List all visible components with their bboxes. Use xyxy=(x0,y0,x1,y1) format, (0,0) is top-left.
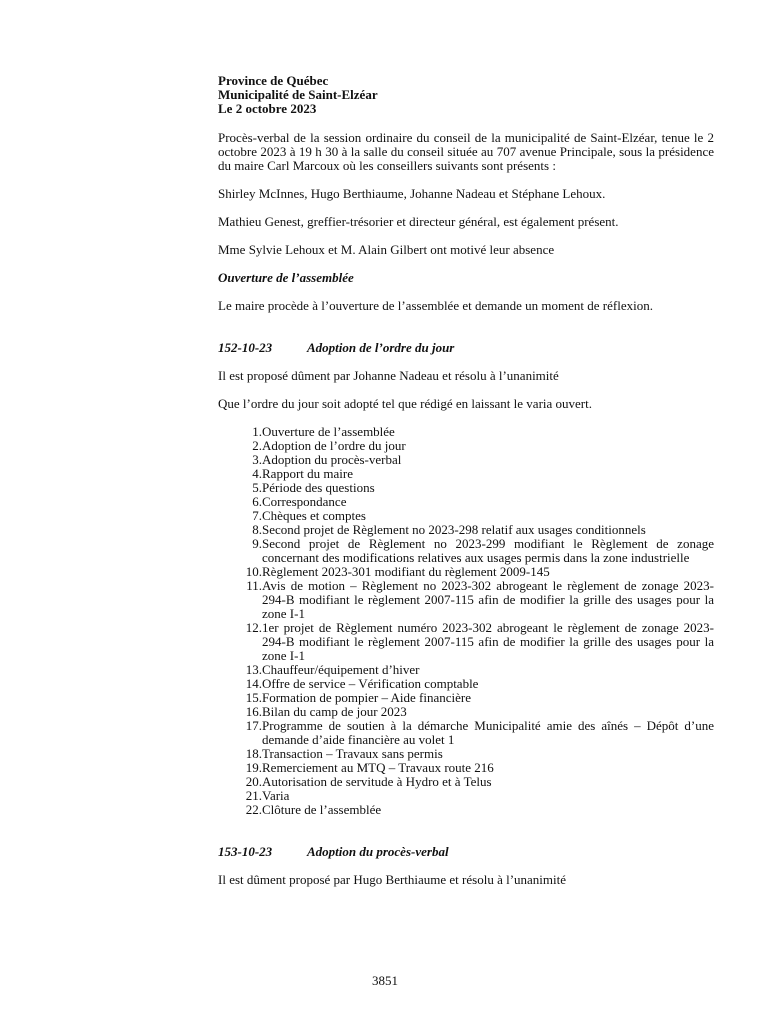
agenda-item-text: Transaction – Travaux sans permis xyxy=(262,746,443,761)
agenda-item-number xyxy=(217,439,262,453)
agenda-item xyxy=(217,425,714,439)
agenda-item-text: Second projet de Règlement no 2023-299 modifiant le Règlement de zonage concernant des modifications relatives aux usages permis dans la zone industrielle xyxy=(262,536,714,565)
agenda-item-text: Rapport du maire xyxy=(262,466,353,481)
document-header xyxy=(218,74,714,116)
agenda-item xyxy=(217,705,714,719)
minutes-page xyxy=(218,74,714,887)
agenda-item-number-text: 14. xyxy=(245,676,262,691)
agenda-item-text: Offre de service – Vérification comptable xyxy=(262,676,479,691)
agenda-item xyxy=(217,523,714,537)
opening-paragraph: Le maire procède à l’ouverture de l’assemblée et demande un moment de réflexion. xyxy=(218,298,653,313)
agenda-item xyxy=(217,537,714,565)
agenda-item-text: Adoption de l’ordre du jour xyxy=(262,438,406,453)
agenda-item-text: Remerciement au MTQ – Travaux route 216 xyxy=(262,760,494,775)
agenda-item-number-text: 10. xyxy=(245,564,262,579)
agenda-item xyxy=(217,467,714,481)
agenda-item xyxy=(217,481,714,495)
agenda-item-number xyxy=(217,495,262,509)
agenda-item-text: Bilan du camp de jour 2023 xyxy=(262,704,407,719)
agenda-item-number-text: 4. xyxy=(252,466,262,481)
agenda-item-number-text: 16. xyxy=(245,704,262,719)
absence-paragraph: Mme Sylvie Lehoux et M. Alain Gilbert ont motivé leur absence xyxy=(218,242,555,257)
agenda-item-number-text: 9. xyxy=(252,536,262,551)
agenda-item xyxy=(217,789,714,803)
agenda-item-number-text: 11. xyxy=(246,578,262,593)
agenda-item-number xyxy=(217,663,262,677)
agenda-item-text: Avis de motion – Règlement no 2023-302 abrogeant le règlement de zonage 2023-294-B modifiant le règlement 2007-115 afin de modifier la grille des usages pour la zone I-1 xyxy=(262,578,714,621)
agenda-item xyxy=(217,565,714,579)
resolution-152-heading xyxy=(218,341,714,355)
agenda-item-text: 1er projet de Règlement numéro 2023-302 abrogeant le règlement de zonage 2023-294-B modifiant le règlement 2007-115 afin de modifier la grille des usages pour la zone I-1 xyxy=(262,620,714,663)
agenda-item xyxy=(217,747,714,761)
resolution-title: Adoption du procès-verbal xyxy=(307,844,449,859)
agenda-item-number-text: 18. xyxy=(245,746,262,761)
intro-paragraph: Procès-verbal de la session ordinaire du conseil de la municipalité de Saint-Elzéar, tenue le 2 octobre 2023 à 19 h 30 à la salle du conseil située au 707 avenue Principale, sous la présidence du maire Carl Marcoux où les conseillers suivants sont présents : xyxy=(218,130,714,173)
date-line: Le 2 octobre 2023 xyxy=(218,101,317,116)
agenda-item-text: Programme de soutien à la démarche Municipalité amie des aînés – Dépôt d’une demande d’aide financière au volet 1 xyxy=(262,718,714,747)
agenda-item-number-text: 2. xyxy=(252,438,262,453)
agenda-item xyxy=(217,803,714,817)
agenda-item xyxy=(217,621,714,663)
agenda-item xyxy=(217,453,714,467)
agenda-item-number xyxy=(217,761,262,775)
opening-title: Ouverture de l’assemblée xyxy=(218,270,354,285)
agenda-item xyxy=(217,775,714,789)
agenda-item-number xyxy=(217,565,262,579)
councillors-paragraph: Shirley McInnes, Hugo Berthiaume, Johanne Nadeau et Stéphane Lehoux. xyxy=(218,186,606,201)
agenda-item-number-text: 3. xyxy=(252,452,262,467)
agenda-item-text: Autorisation de servitude à Hydro et à Telus xyxy=(262,774,492,789)
agenda-item-number xyxy=(217,705,262,719)
agenda-list-container xyxy=(217,425,714,817)
agenda-item-number-text: 12. xyxy=(245,620,262,635)
agenda-item-number xyxy=(217,579,262,621)
agenda-item-number-text: 13. xyxy=(245,662,262,677)
agenda-item-number xyxy=(217,425,262,439)
agenda-item-number xyxy=(217,537,262,565)
agenda-item-number xyxy=(217,621,262,663)
province-line: Province de Québec xyxy=(218,73,329,88)
agenda-item-number-text: 17. xyxy=(245,718,262,733)
agenda-item xyxy=(217,691,714,705)
agenda-item-text: Correspondance xyxy=(262,494,347,509)
agenda-item xyxy=(217,719,714,747)
clerk-paragraph: Mathieu Genest, greffier-trésorier et directeur général, est également présent. xyxy=(218,214,619,229)
resolution-152-proposed: Il est proposé dûment par Johanne Nadeau et résolu à l’unanimité xyxy=(218,368,559,383)
agenda-item-text: Règlement 2023-301 modifiant du règlement 2009-145 xyxy=(262,564,550,579)
agenda-item-text: Adoption du procès-verbal xyxy=(262,452,402,467)
agenda-item-text: Ouverture de l’assemblée xyxy=(262,424,395,439)
agenda-item xyxy=(217,495,714,509)
agenda-item-text: Formation de pompier – Aide financière xyxy=(262,690,472,705)
agenda-item-number-text: 19. xyxy=(245,760,262,775)
agenda-item-number xyxy=(217,719,262,747)
agenda-item-number xyxy=(217,481,262,495)
agenda-item-number xyxy=(217,747,262,761)
agenda-item-number xyxy=(217,803,262,817)
agenda-item-number xyxy=(217,775,262,789)
agenda-item-number-text: 22. xyxy=(245,802,262,817)
agenda-item xyxy=(217,509,714,523)
agenda-list xyxy=(217,425,714,817)
agenda-item-text: Second projet de Règlement no 2023-298 relatif aux usages conditionnels xyxy=(262,522,646,537)
agenda-item xyxy=(217,663,714,677)
resolution-number: 152-10-23 xyxy=(218,340,273,355)
resolution-title: Adoption de l’ordre du jour xyxy=(307,340,455,355)
agenda-item xyxy=(217,439,714,453)
agenda-item-number-text: 20. xyxy=(245,774,262,789)
agenda-item xyxy=(217,579,714,621)
resolution-152-statement: Que l’ordre du jour soit adopté tel que rédigé en laissant le varia ouvert. xyxy=(218,396,592,411)
resolution-number: 153-10-23 xyxy=(218,844,273,859)
agenda-item xyxy=(217,677,714,691)
agenda-item-text: Chèques et comptes xyxy=(262,508,366,523)
agenda-item-number xyxy=(217,523,262,537)
agenda-item-number xyxy=(217,691,262,705)
agenda-item-text: Clôture de l’assemblée xyxy=(262,802,382,817)
agenda-item-number-text: 5. xyxy=(252,480,262,495)
agenda-item-text: Période des questions xyxy=(262,480,375,495)
agenda-item-text: Chauffeur/équipement d’hiver xyxy=(262,662,420,677)
agenda-item-number-text: 1. xyxy=(252,424,262,439)
agenda-item-number xyxy=(217,789,262,803)
resolution-153-proposed: Il est dûment proposé par Hugo Berthiaume et résolu à l’unanimité xyxy=(218,872,567,887)
agenda-item-text: Varia xyxy=(262,788,290,803)
agenda-item-number-text: 8. xyxy=(252,522,262,537)
agenda-item-number-text: 21. xyxy=(245,788,262,803)
agenda-item-number-text: 7. xyxy=(252,508,262,523)
agenda-item-number-text: 15. xyxy=(245,690,262,705)
page-number: 3851 xyxy=(372,973,398,988)
municipality-line: Municipalité de Saint-Elzéar xyxy=(218,87,378,102)
agenda-item xyxy=(217,761,714,775)
agenda-item-number xyxy=(217,677,262,691)
agenda-item-number-text: 6. xyxy=(252,494,262,509)
agenda-item-number xyxy=(217,453,262,467)
agenda-item-number xyxy=(217,467,262,481)
agenda-item-number xyxy=(217,509,262,523)
resolution-153-heading xyxy=(218,845,714,859)
